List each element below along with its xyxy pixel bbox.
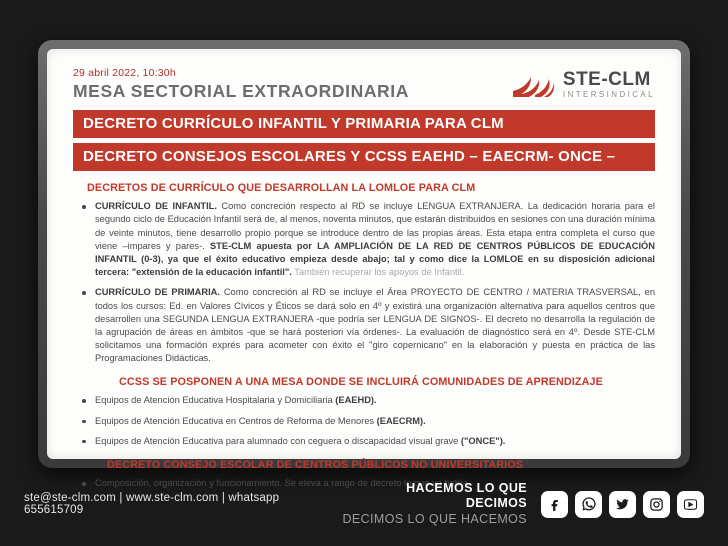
twitter-icon[interactable] (609, 491, 636, 518)
slogan-line-2: DECIMOS LO QUE HACEMOS (342, 511, 527, 526)
list-item (73, 286, 655, 365)
banner-decreto-consejos: DECRETO CONSEJOS ESCOLARES Y CCSS EAEHD – EAECRM- ONCE – (73, 143, 655, 171)
item-bold-tail: ("ONCE"). (460, 435, 506, 446)
slogan (342, 481, 527, 528)
whatsapp-icon[interactable] (575, 491, 602, 518)
item-lead: CURRÍCULO DE INFANTIL. (95, 201, 217, 212)
slogan-line-1: HACEMOS LO QUE DECIMOS (406, 480, 527, 511)
item-lead: CURRÍCULO DE PRIMARIA. (95, 287, 220, 298)
logo (511, 69, 655, 99)
list-ccss (73, 394, 655, 448)
item-text: Como concreción al RD se incluye el Área PROYECTO DE CENTRO / MATERIA TRASVERSAL, en todos los cursos: Ed. en Valores Cívicos y Éticos se dará solo en 4º y existirá una organización alternativa para aquellos centros que desarrollen una SEGUNDA LENGUA EXTRANJERA -que podría ser LENGUA DE SIGNOS-. El decreto no desarrolla la regulación de la agrupación de áreas en ámbitos -que se hará posteriori vía órdenes-. La evaluación de diagnóstico será en 4º. Desde STE-CLM solicitamos una formación exprés para acometer con éxito el "giro copernicano" en la elaboración y puesta en práctica de las Programaciones Didácticas. (95, 287, 655, 364)
header (73, 67, 655, 101)
youtube-icon[interactable] (677, 491, 704, 518)
section-title-consejo-escolar: DECRETO CONSEJO ESCOLAR DE CENTROS PÚBLICOS NO UNIVERSITARIOS (107, 459, 524, 471)
item-bold-tail: (EAECRM). (376, 415, 426, 426)
facebook-icon[interactable] (541, 491, 568, 518)
section-title-curriculos: DECRETOS DE CURRÍCULO QUE DESARROLLAN LA LOMLOE PARA CLM (87, 182, 476, 195)
section-title-ccss: CCSS SE POSPONEN A UNA MESA DONDE SE INCLUIRÁ COMUNIDADES DE APRENDIZAJE (119, 376, 603, 389)
item-text: Equipos de Atención Educativa para alumnado con ceguera o discapacidad visual grave (95, 435, 461, 446)
banner-decreto-curriculo: DECRETO CURRÍCULO INFANTIL Y PRIMARIA PARA CLM (73, 110, 655, 138)
social-links (541, 491, 704, 518)
meeting-title: MESA SECTORIAL EXTRAORDINARIA (73, 81, 409, 102)
flame-icon (511, 69, 555, 99)
logo-subtitle: INTERSINDICAL (562, 89, 655, 99)
whiteboard-frame (38, 40, 690, 488)
list-item (73, 200, 655, 279)
item-text: Composición, organización y funcionamiento. Se eleva a rango de decreto lo que ya había. (95, 478, 471, 488)
item-text: Como concreción respecto al RD se incluye LENGUA EXTRANJERA. La dedicación horaria para el segundo ciclo de Educación Infantil será de, al menos, noventa minutos, que estarán distribuidos en sesiones con una duración mínima de veinte minutos, tiene desarrollo propio porque se introduce dentro de las propias áreas. Esta etapa entra completa el curso que viene –impares y pares-. (95, 201, 655, 251)
meeting-date: 29 abril 2022, 10:30h (73, 67, 176, 79)
board-content (47, 49, 681, 488)
item-bold-tail: (EAEHD). (335, 395, 377, 406)
contact-info: ste@ste-clm.com | www.ste-clm.com | whatsapp 655615709 (24, 492, 280, 516)
item-bold-tail: STE-CLM apuesta por LA AMPLIACIÓN DE LA RED DE CENTROS PÚBLICOS DE EDUCACIÓN INFANTIL (0-3), ya que el éxito educativo empieza desde abajo; tal y como dice la LOMLOE en su disposición adicional tercera: "extensión de la educación infantil". (95, 240, 655, 278)
header-left (73, 67, 409, 101)
list-curriculos (73, 200, 655, 365)
item-grey-tail: También recuperar los apoyos de Infantil. (291, 267, 465, 278)
item-text: Equipos de Atención Educativa en Centros de Reforma de Menores (95, 415, 377, 426)
instagram-icon[interactable] (643, 491, 670, 518)
whiteboard-surface (47, 49, 681, 488)
footer-right (342, 481, 704, 528)
footer (0, 468, 728, 546)
list-item (73, 415, 655, 428)
logo-name: STE-CLM (562, 68, 651, 90)
logo-text (563, 70, 655, 99)
list-item (73, 394, 655, 407)
list-item (73, 435, 655, 448)
item-text: Equipos de Atención Educativa Hospitalaria y Domiciliaria (95, 395, 336, 406)
